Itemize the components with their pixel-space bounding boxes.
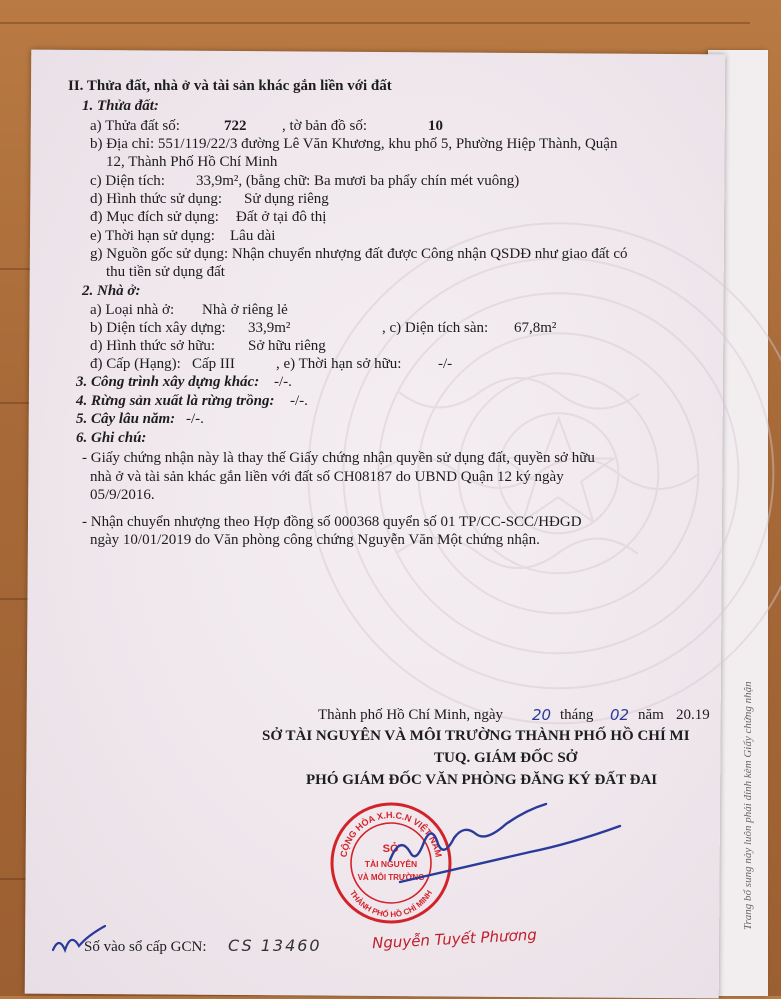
house-build-area-value: 33,9m² (248, 320, 291, 336)
seal-inner-3: VÀ MÔI TRƯỜNG (357, 873, 425, 882)
house-floor-area-value: 67,8m² (514, 320, 557, 336)
notes-heading: 6. Ghi chú: (76, 430, 147, 446)
house-grade-label: đ) Cấp (Hạng): (90, 356, 181, 372)
land-parcel-value: 722 (224, 118, 247, 134)
house-heading: 2. Nhà ở: (82, 283, 141, 299)
house-ownership-label: d) Hình thức sở hữu: (90, 338, 216, 354)
note2-line2: ngày 10/01/2019 do Văn phòng công chứng Nguyễn Văn Một chứng nhận. (90, 532, 540, 548)
house-type-value: Nhà ở riêng lẻ (202, 302, 288, 318)
land-usage-form-label: d) Hình thức sử dụng: (90, 191, 223, 207)
seal-inner-1: SỞ (382, 843, 400, 855)
land-heading: 1. Thửa đất: (82, 98, 159, 114)
gcn-label: Số vào sổ cấp GCN: (84, 939, 207, 955)
land-origin-line2: thu tiền sử dụng đất (106, 264, 225, 280)
section-title: II. Thửa đất, nhà ở và tài sản khác gắn liền với đất (68, 78, 392, 94)
land-purpose-label: đ) Mục đích sử dụng: (90, 209, 219, 225)
side-note: Trang bổ sung này luôn phải đính kèm Giấy chứng nhận (742, 681, 754, 930)
house-ownership-term-label: , e) Thời hạn sở hữu: (276, 356, 402, 372)
note1-line1: - Giấy chứng nhận này là thay thế Giấy chứng nhận quyền sử dụng đất, quyền sở hữu (82, 450, 595, 466)
house-floor-area-label: , c) Diện tích sàn: (382, 320, 489, 336)
land-address-line2: 12, Thành Phố Hồ Chí Minh (106, 154, 278, 170)
date-year-label: năm (638, 707, 664, 723)
date-prefix: Thành phố Hồ Chí Minh, ngày (318, 707, 503, 723)
house-grade-value: Cấp III (192, 356, 235, 372)
perennial-trees-value: -/-. (186, 411, 204, 427)
land-map-label: , tờ bản đồ số: (282, 118, 368, 134)
deputy-title: PHÓ GIÁM ĐỐC VĂN PHÒNG ĐĂNG KÝ ĐẤT ĐAI (306, 772, 658, 788)
date-day: 20 (532, 706, 552, 724)
land-area-value: 33,9m², (bằng chữ: Ba mươi ba phẩy chín mét vuông) (196, 173, 520, 189)
house-build-area-label: b) Diện tích xây dựng: (90, 320, 226, 336)
perennial-trees-label: 5. Cây lâu năm: (76, 411, 176, 427)
note2-line1: - Nhận chuyển nhượng theo Hợp đồng số 000368 quyển số 01 TP/CC-SCC/HĐGD (82, 514, 582, 530)
planted-forest-value: -/-. (290, 393, 308, 409)
land-parcel-label: a) Thửa đất số: (90, 118, 180, 134)
signer-name: Nguyễn Tuyết Phương (371, 925, 538, 953)
house-ownership-term-value: -/- (438, 356, 453, 372)
agency-name: SỞ TÀI NGUYÊN VÀ MÔI TRƯỜNG THÀNH PHỐ HỒ CHÍ MI (262, 728, 690, 744)
note1-line3: 05/9/2016. (90, 487, 155, 503)
date-year: 20.19 (676, 707, 710, 723)
handwritten-signature (380, 800, 640, 920)
date-month-label: tháng (560, 707, 594, 723)
house-type-label: a) Loại nhà ở: (90, 302, 175, 318)
note1-line2: nhà ở và tài sản khác gắn liền với đất số CH08187 do UBND Quận 12 ký ngày (90, 469, 564, 485)
seal-outer-text: CỘNG HÒA X.H.C.N VIỆT NAM (338, 809, 444, 859)
land-purpose-value: Đất ở tại đô thị (236, 209, 327, 225)
other-construction-value: -/-. (274, 374, 292, 390)
land-address-line1: b) Địa chỉ: 551/119/22/3 đường Lê Văn Khương, khu phố 5, Phường Hiệp Thành, Quận (90, 136, 618, 152)
land-area-label: c) Diện tích: (90, 173, 165, 189)
house-ownership-value: Sở hữu riêng (248, 338, 326, 354)
land-term-label: e) Thời hạn sử dụng: (90, 228, 215, 244)
seal-bottom-text: THÀNH PHỐ HỒ CHÍ MINH (347, 888, 435, 920)
date-month: 02 (610, 706, 630, 724)
gcn-value: CS 13460 (228, 936, 322, 955)
seal-inner-2: TÀI NGUYÊN (364, 859, 418, 869)
land-usage-form-value: Sử dụng riêng (244, 191, 329, 207)
other-construction-label: 3. Công trình xây dựng khác: (76, 374, 260, 390)
land-origin-line1: g) Nguồn gốc sử dụng: Nhận chuyển nhượng đất được Công nhận QSDĐ như giao đất có (90, 246, 628, 262)
land-term-value: Lâu dài (230, 228, 276, 244)
planted-forest-label: 4. Rừng sản xuất là rừng trồng: (76, 393, 275, 409)
tuq-title: TUQ. GIÁM ĐỐC SỞ (434, 750, 578, 766)
land-map-value: 10 (428, 118, 443, 134)
